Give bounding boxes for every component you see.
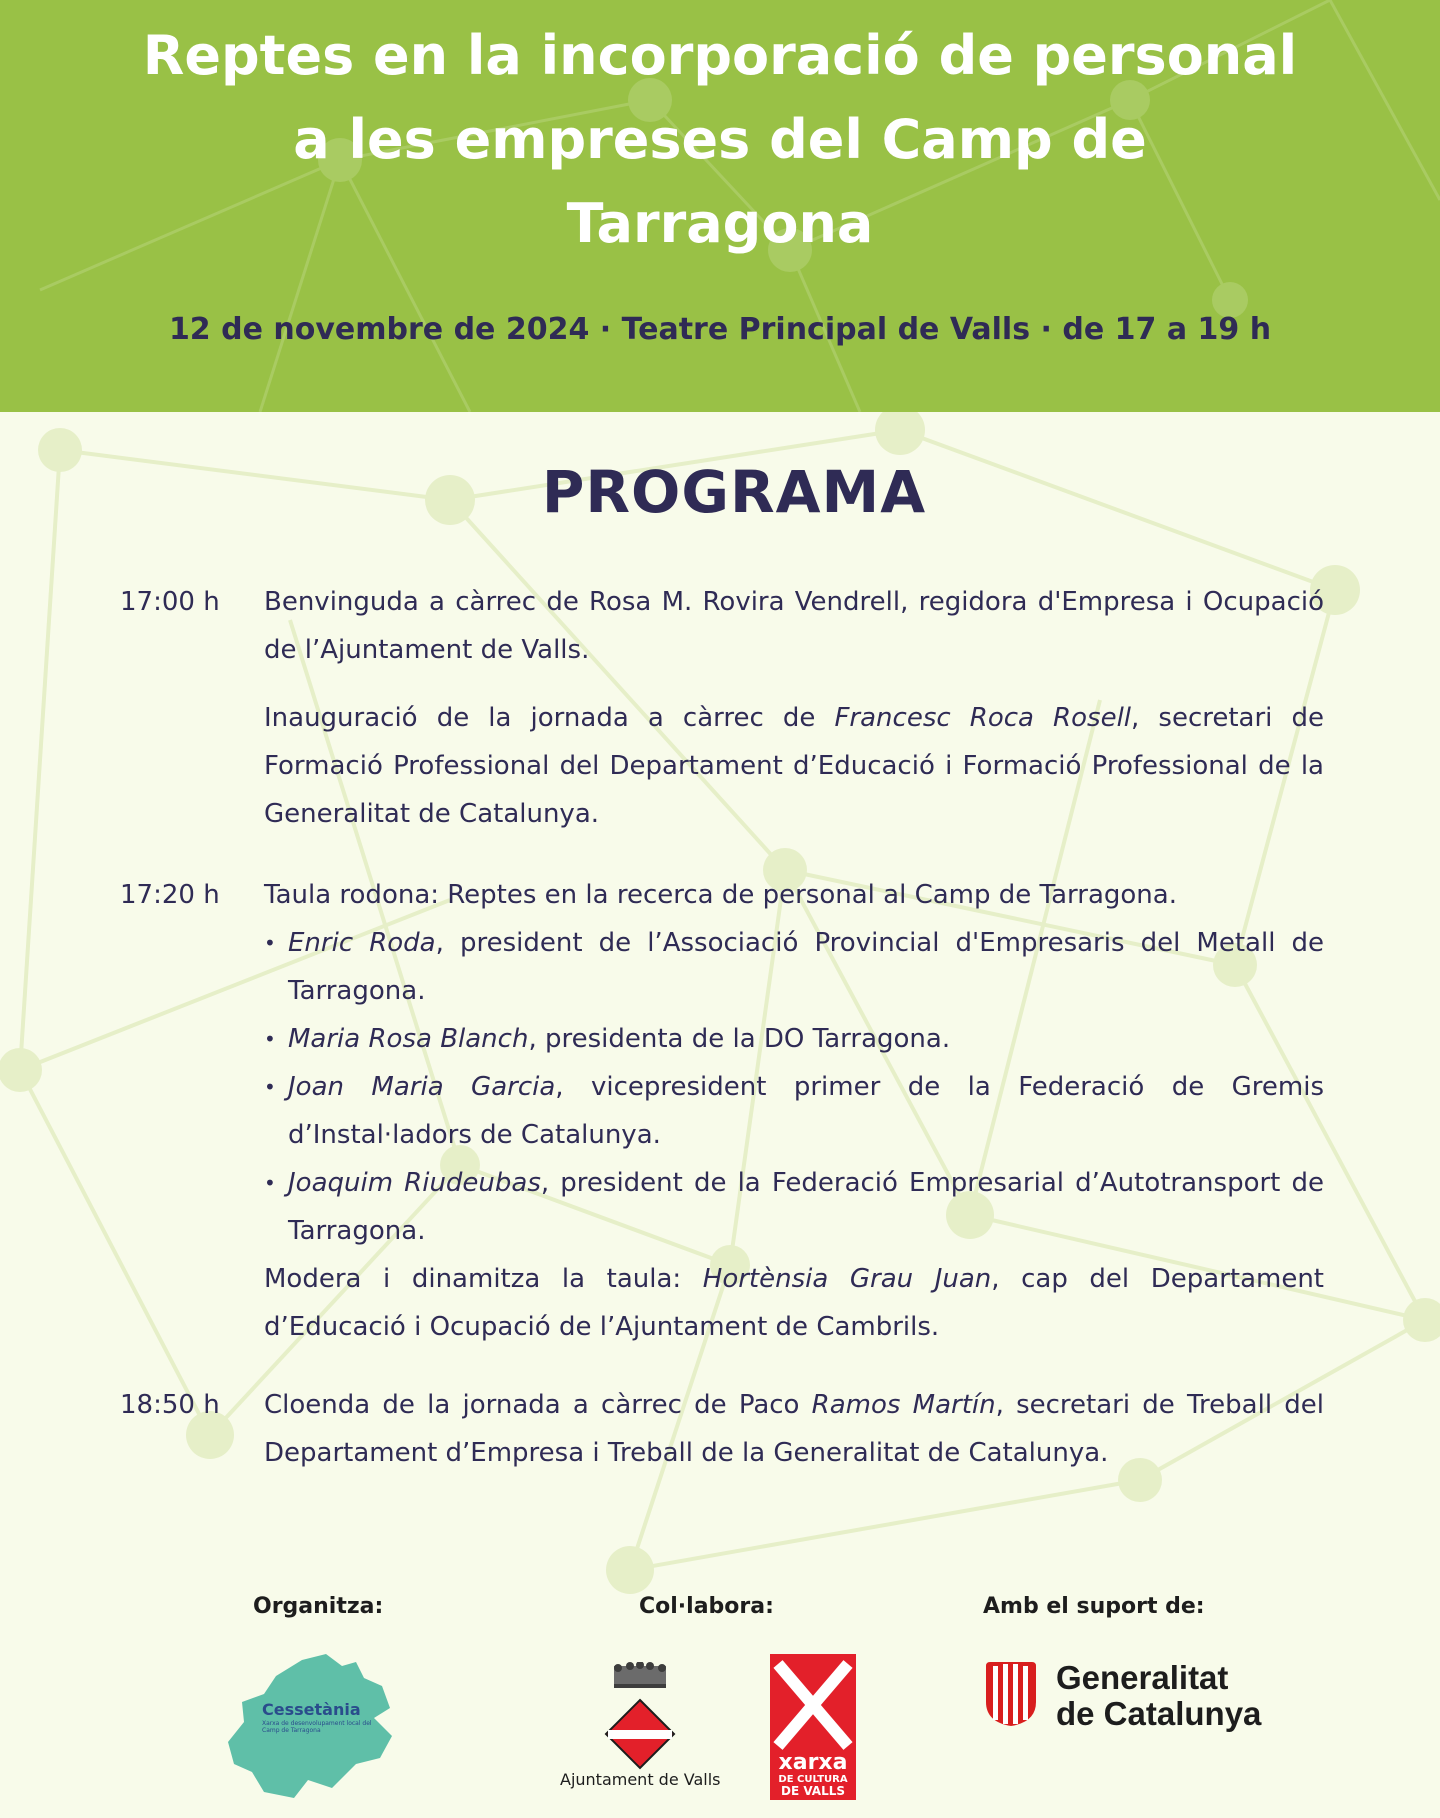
speaker-name: Enric Roda xyxy=(288,928,436,958)
programa-heading: PROGRAMA xyxy=(541,458,927,526)
closing-post: , secretari de Treball del Departament d’Empresa i Treball de la Generalitat de Catalunya. xyxy=(264,1390,1324,1468)
xarxa-line-2: DE CULTURA xyxy=(778,1774,848,1785)
welcome-paragraph: Benvinguda a càrrec de Rosa M. Rovira Vendrell, regidora d'Empresa i Ocupació de l’Ajuntament de Valls. xyxy=(264,587,1324,665)
suport-label: Amb el suport de: xyxy=(983,1594,1205,1619)
valls-coat-of-arms-icon xyxy=(600,1662,680,1772)
closing-paragraph xyxy=(264,1381,1324,1477)
time-slot-2: 17:20 h xyxy=(120,880,220,910)
inauguration-pre: Inauguració de la jornada a càrrec de xyxy=(264,703,835,733)
moderator-post: , cap del Departament d’Educació i Ocupació de l’Ajuntament de Cambrils. xyxy=(264,1264,1325,1342)
list-item xyxy=(264,1159,1324,1255)
round-table-intro: Taula rodona: Reptes en la recerca de personal al Camp de Tarragona. xyxy=(264,880,1177,910)
title-line-1: Reptes en la incorporació de personal xyxy=(142,24,1298,87)
inauguration-post: , secretari de Formació Professional del Departament d’Educació i Formació Professional de la Generalitat de Catalunya. xyxy=(264,703,1324,829)
speaker-role: , president de la Federació Empresarial d’Autotransport de Tarragona. xyxy=(288,1168,1324,1246)
moderator-pre: Modera i dinamitza la taula: xyxy=(264,1264,703,1294)
title-line-3: Tarragona xyxy=(566,192,874,255)
page-title xyxy=(100,14,1340,266)
list-item xyxy=(264,1063,1324,1159)
bullet-icon: • xyxy=(264,1171,276,1195)
header-banner xyxy=(0,0,1440,412)
moderator-name: Hortènsia Grau Juan xyxy=(702,1264,992,1294)
speaker-name: Maria Rosa Blanch xyxy=(288,1024,529,1054)
closing-pre: Cloenda de la jornada a càrrec de Paco xyxy=(264,1390,812,1420)
speaker-name: Joan Maria Garcia xyxy=(288,1072,556,1102)
valls-caption: Ajuntament de Valls xyxy=(560,1770,721,1789)
time-slot-1: 17:00 h xyxy=(120,587,220,617)
generalitat-line-1: Generalitat xyxy=(1056,1659,1229,1696)
bullet-icon: • xyxy=(264,1027,276,1051)
moderator-paragraph xyxy=(264,1255,1324,1351)
bullet-icon: • xyxy=(264,931,276,955)
generalitat-line-2: de Catalunya xyxy=(1056,1695,1262,1732)
xarxa-word: xarxa xyxy=(778,1750,848,1775)
speaker-role: , vicepresident primer de la Federació de Gremis d’Instal·ladors de Catalunya. xyxy=(288,1072,1324,1150)
event-date-location: 12 de novembre de 2024 · Teatre Principal de Valls · de 17 a 19 h xyxy=(168,312,1272,347)
speaker-list xyxy=(264,919,1325,1255)
closing-speaker: Ramos Martín xyxy=(811,1390,996,1420)
bullet-icon: • xyxy=(264,1075,276,1099)
xarxa-line-3: DE VALLS xyxy=(780,1784,846,1798)
title-line-2: a les empreses del Camp de xyxy=(293,108,1147,171)
time-slot-3: 18:50 h xyxy=(120,1390,220,1420)
inauguration-speaker: Francesc Roca Rosell xyxy=(834,703,1132,733)
generalitat-name xyxy=(1056,1660,1261,1732)
list-item xyxy=(264,1015,1324,1063)
inauguration-paragraph xyxy=(264,694,1324,838)
generalitat-emblem-icon xyxy=(982,1658,1040,1728)
speaker-role: , presidenta de la DO Tarragona. xyxy=(528,1024,951,1054)
cessetania-subtitle: Xarxa de desenvolupament local del Camp de Tarragona xyxy=(262,1720,372,1734)
speaker-role: , president de l’Associació Provincial d'Empresaris del Metall de Tarragona. xyxy=(288,928,1325,1006)
speaker-name: Joaquim Riudeubas xyxy=(288,1168,541,1198)
collabora-label: Col·labora: xyxy=(639,1594,774,1619)
list-item xyxy=(264,919,1324,1015)
cessetania-name: Cessetània xyxy=(262,1700,361,1719)
organitza-label: Organitza: xyxy=(253,1594,384,1619)
